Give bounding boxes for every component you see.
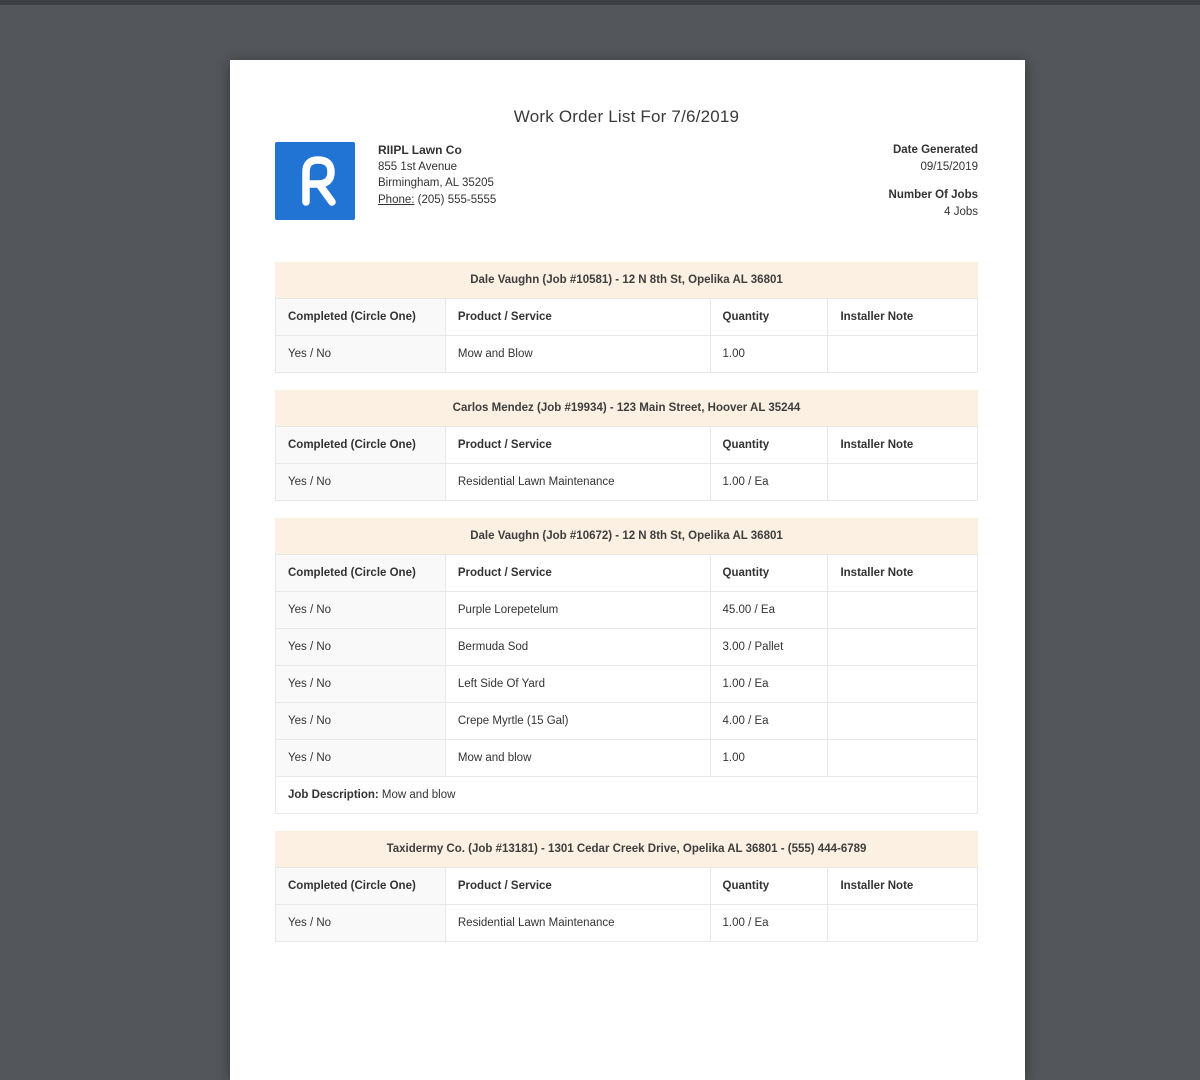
work-order-table — [275, 426, 978, 501]
product-cell: Residential Lawn Maintenance — [445, 464, 710, 501]
column-header: Completed (Circle One) — [276, 868, 446, 905]
column-header: Product / Service — [445, 427, 710, 464]
number-of-jobs-label: Number Of Jobs — [888, 189, 978, 201]
logo-r-icon — [275, 142, 355, 220]
column-header: Completed (Circle One) — [276, 299, 446, 336]
column-header: Quantity — [710, 299, 828, 336]
date-generated-value: 09/15/2019 — [920, 160, 978, 173]
column-header: Installer Note — [828, 555, 978, 592]
quantity-cell: 1.00 / Ea — [710, 666, 828, 703]
table-row — [276, 629, 978, 666]
completed-cell: Yes / No — [276, 666, 446, 703]
column-header: Product / Service — [445, 868, 710, 905]
quantity-cell: 1.00 — [710, 336, 828, 373]
page-title: Work Order List For 7/6/2019 — [513, 107, 740, 126]
completed-cell: Yes / No — [276, 336, 446, 373]
column-header-row — [276, 299, 978, 336]
column-header: Product / Service — [445, 299, 710, 336]
completed-cell: Yes / No — [276, 592, 446, 629]
table-row — [276, 592, 978, 629]
job-section — [275, 831, 978, 942]
job-description-row — [276, 777, 978, 814]
company-logo — [275, 142, 355, 220]
job-list — [275, 262, 978, 942]
column-header: Installer Note — [828, 868, 978, 905]
window-top-edge — [0, 0, 1200, 5]
quantity-cell: 45.00 / Ea — [710, 592, 828, 629]
job-description-label: Job Description: — [288, 789, 379, 801]
job-section — [275, 262, 978, 373]
company-address-line2: Birmingham, AL 35205 — [378, 177, 494, 189]
completed-cell: Yes / No — [276, 464, 446, 501]
note-cell — [828, 740, 978, 777]
product-cell: Left Side Of Yard — [445, 666, 710, 703]
note-cell — [828, 905, 978, 942]
work-order-table — [275, 867, 978, 942]
column-header: Completed (Circle One) — [276, 555, 446, 592]
product-cell: Mow and blow — [445, 740, 710, 777]
column-header: Completed (Circle One) — [276, 427, 446, 464]
column-header: Quantity — [710, 555, 828, 592]
note-cell — [828, 592, 978, 629]
job-section — [275, 390, 978, 501]
phone-label: Phone: — [378, 193, 415, 206]
quantity-cell: 1.00 / Ea — [710, 464, 828, 501]
phone-value: (205) 555-5555 — [417, 193, 497, 206]
job-header: Carlos Mendez (Job #19934) - 123 Main Street, Hoover AL 35244 — [275, 390, 978, 426]
job-header: Taxidermy Co. (Job #13181) - 1301 Cedar Creek Drive, Opelika AL 36801 - (555) 444-6789 — [275, 831, 978, 867]
product-cell: Bermuda Sod — [445, 629, 710, 666]
note-cell — [828, 336, 978, 373]
completed-cell: Yes / No — [276, 905, 446, 942]
work-order-table — [275, 554, 978, 814]
quantity-cell: 1.00 — [710, 740, 828, 777]
number-of-jobs-value: 4 Jobs — [944, 205, 978, 218]
company-name: RIIPL Lawn Co — [378, 143, 462, 157]
note-cell — [828, 666, 978, 703]
column-header: Product / Service — [445, 555, 710, 592]
product-cell: Crepe Myrtle (15 Gal) — [445, 703, 710, 740]
completed-cell: Yes / No — [276, 629, 446, 666]
note-cell — [828, 464, 978, 501]
product-cell: Residential Lawn Maintenance — [445, 905, 710, 942]
column-header-row — [276, 868, 978, 905]
date-generated-label: Date Generated — [892, 144, 978, 156]
table-row — [276, 464, 978, 501]
quantity-cell: 4.00 / Ea — [710, 703, 828, 740]
column-header-row — [276, 427, 978, 464]
product-cell: Mow and Blow — [445, 336, 710, 373]
quantity-cell: 3.00 / Pallet — [710, 629, 828, 666]
column-header: Quantity — [710, 868, 828, 905]
job-header: Dale Vaughn (Job #10581) - 12 N 8th St, Opelika AL 36801 — [275, 262, 978, 298]
column-header-row — [276, 555, 978, 592]
job-description-text: Mow and blow — [378, 789, 456, 801]
column-header: Quantity — [710, 427, 828, 464]
product-cell: Purple Lorepetelum — [445, 592, 710, 629]
completed-cell: Yes / No — [276, 703, 446, 740]
quantity-cell: 1.00 / Ea — [710, 905, 828, 942]
table-row — [276, 740, 978, 777]
note-cell — [828, 629, 978, 666]
document-header — [275, 142, 978, 220]
company-info — [378, 142, 496, 208]
column-header: Installer Note — [828, 299, 978, 336]
column-header: Installer Note — [828, 427, 978, 464]
work-order-table — [275, 298, 978, 373]
table-row — [276, 703, 978, 740]
document-page — [230, 60, 1025, 1080]
job-section — [275, 518, 978, 814]
company-phone-line — [378, 192, 496, 209]
document-meta — [889, 142, 978, 220]
job-header: Dale Vaughn (Job #10672) - 12 N 8th St, Opelika AL 36801 — [275, 518, 978, 554]
completed-cell: Yes / No — [276, 740, 446, 777]
table-row — [276, 666, 978, 703]
table-row — [276, 336, 978, 373]
company-address-line1: 855 1st Avenue — [378, 160, 458, 173]
note-cell — [828, 703, 978, 740]
table-row — [276, 905, 978, 942]
